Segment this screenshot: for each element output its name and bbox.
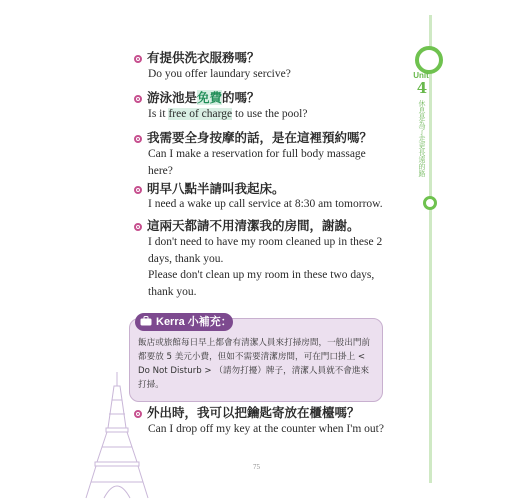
side-ring-bottom <box>423 196 437 210</box>
question-5-chinese: 這兩天都請不用清潔我的房間，謝謝。 <box>134 218 360 234</box>
answer-5-english: I don't need to have my room cleaned up in these 2 days, thank you. <box>148 236 383 265</box>
tip-title: Kerra 小補充： <box>156 316 232 328</box>
question-6-chinese: 外出時，我可以把鑰匙寄放在櫃檯嗎？ <box>134 405 360 421</box>
tip-text: 飯店或旅館每日早上都會有清潔人員來打掃房間，一般出門前都要放 5 美元小費，但如不需要清潔房間，可在門口掛上 < Do Not Disturb > （請勿打擾）牌子，清潔人員就不會進來打掃。 <box>138 338 371 390</box>
answer-1-english: Do you offer laundary sercive? <box>148 68 291 80</box>
answer-4-english: I need a wake up call service at 8:30 am tomorrow. <box>148 198 383 210</box>
bullet-icon <box>134 186 142 194</box>
highlight-free: 免費 <box>197 90 223 105</box>
chapter-title: 休息是為了走更長遠的路 <box>418 100 426 177</box>
answer-6-english: Can I drop off my key at the counter when I'm out? <box>148 423 384 435</box>
answer-3-english: Can I make a reservation for full body massage here? <box>148 148 366 177</box>
tip-title-tag <box>135 313 233 331</box>
bullet-icon <box>134 55 142 63</box>
bullet-icon <box>134 95 142 103</box>
unit-number: 4 <box>416 79 428 97</box>
answer-5-english-alt: Please don't clean up my room in these two days, thank you. <box>148 269 375 298</box>
bullet-icon <box>134 410 142 418</box>
unit-label: Unit <box>413 71 429 80</box>
bullet-icon <box>134 135 142 143</box>
suitcase-icon <box>140 314 152 324</box>
page-number: 75 <box>253 463 260 471</box>
question-3-chinese: 我需要全身按摩的話，是在這裡預約嗎？ <box>134 130 372 146</box>
side-ring-top <box>415 46 443 74</box>
answer-2-english: Is it free of charge to use the pool? <box>148 108 308 120</box>
question-4-chinese: 明早八點半請叫我起床。 <box>134 181 285 197</box>
question-2-chinese: 游泳池是免費的嗎？ <box>134 90 260 106</box>
question-1-chinese: 有提供洗衣服務嗎？ <box>134 50 260 66</box>
bullet-icon <box>134 223 142 231</box>
highlight-free-of-charge: free of charge <box>168 108 233 120</box>
